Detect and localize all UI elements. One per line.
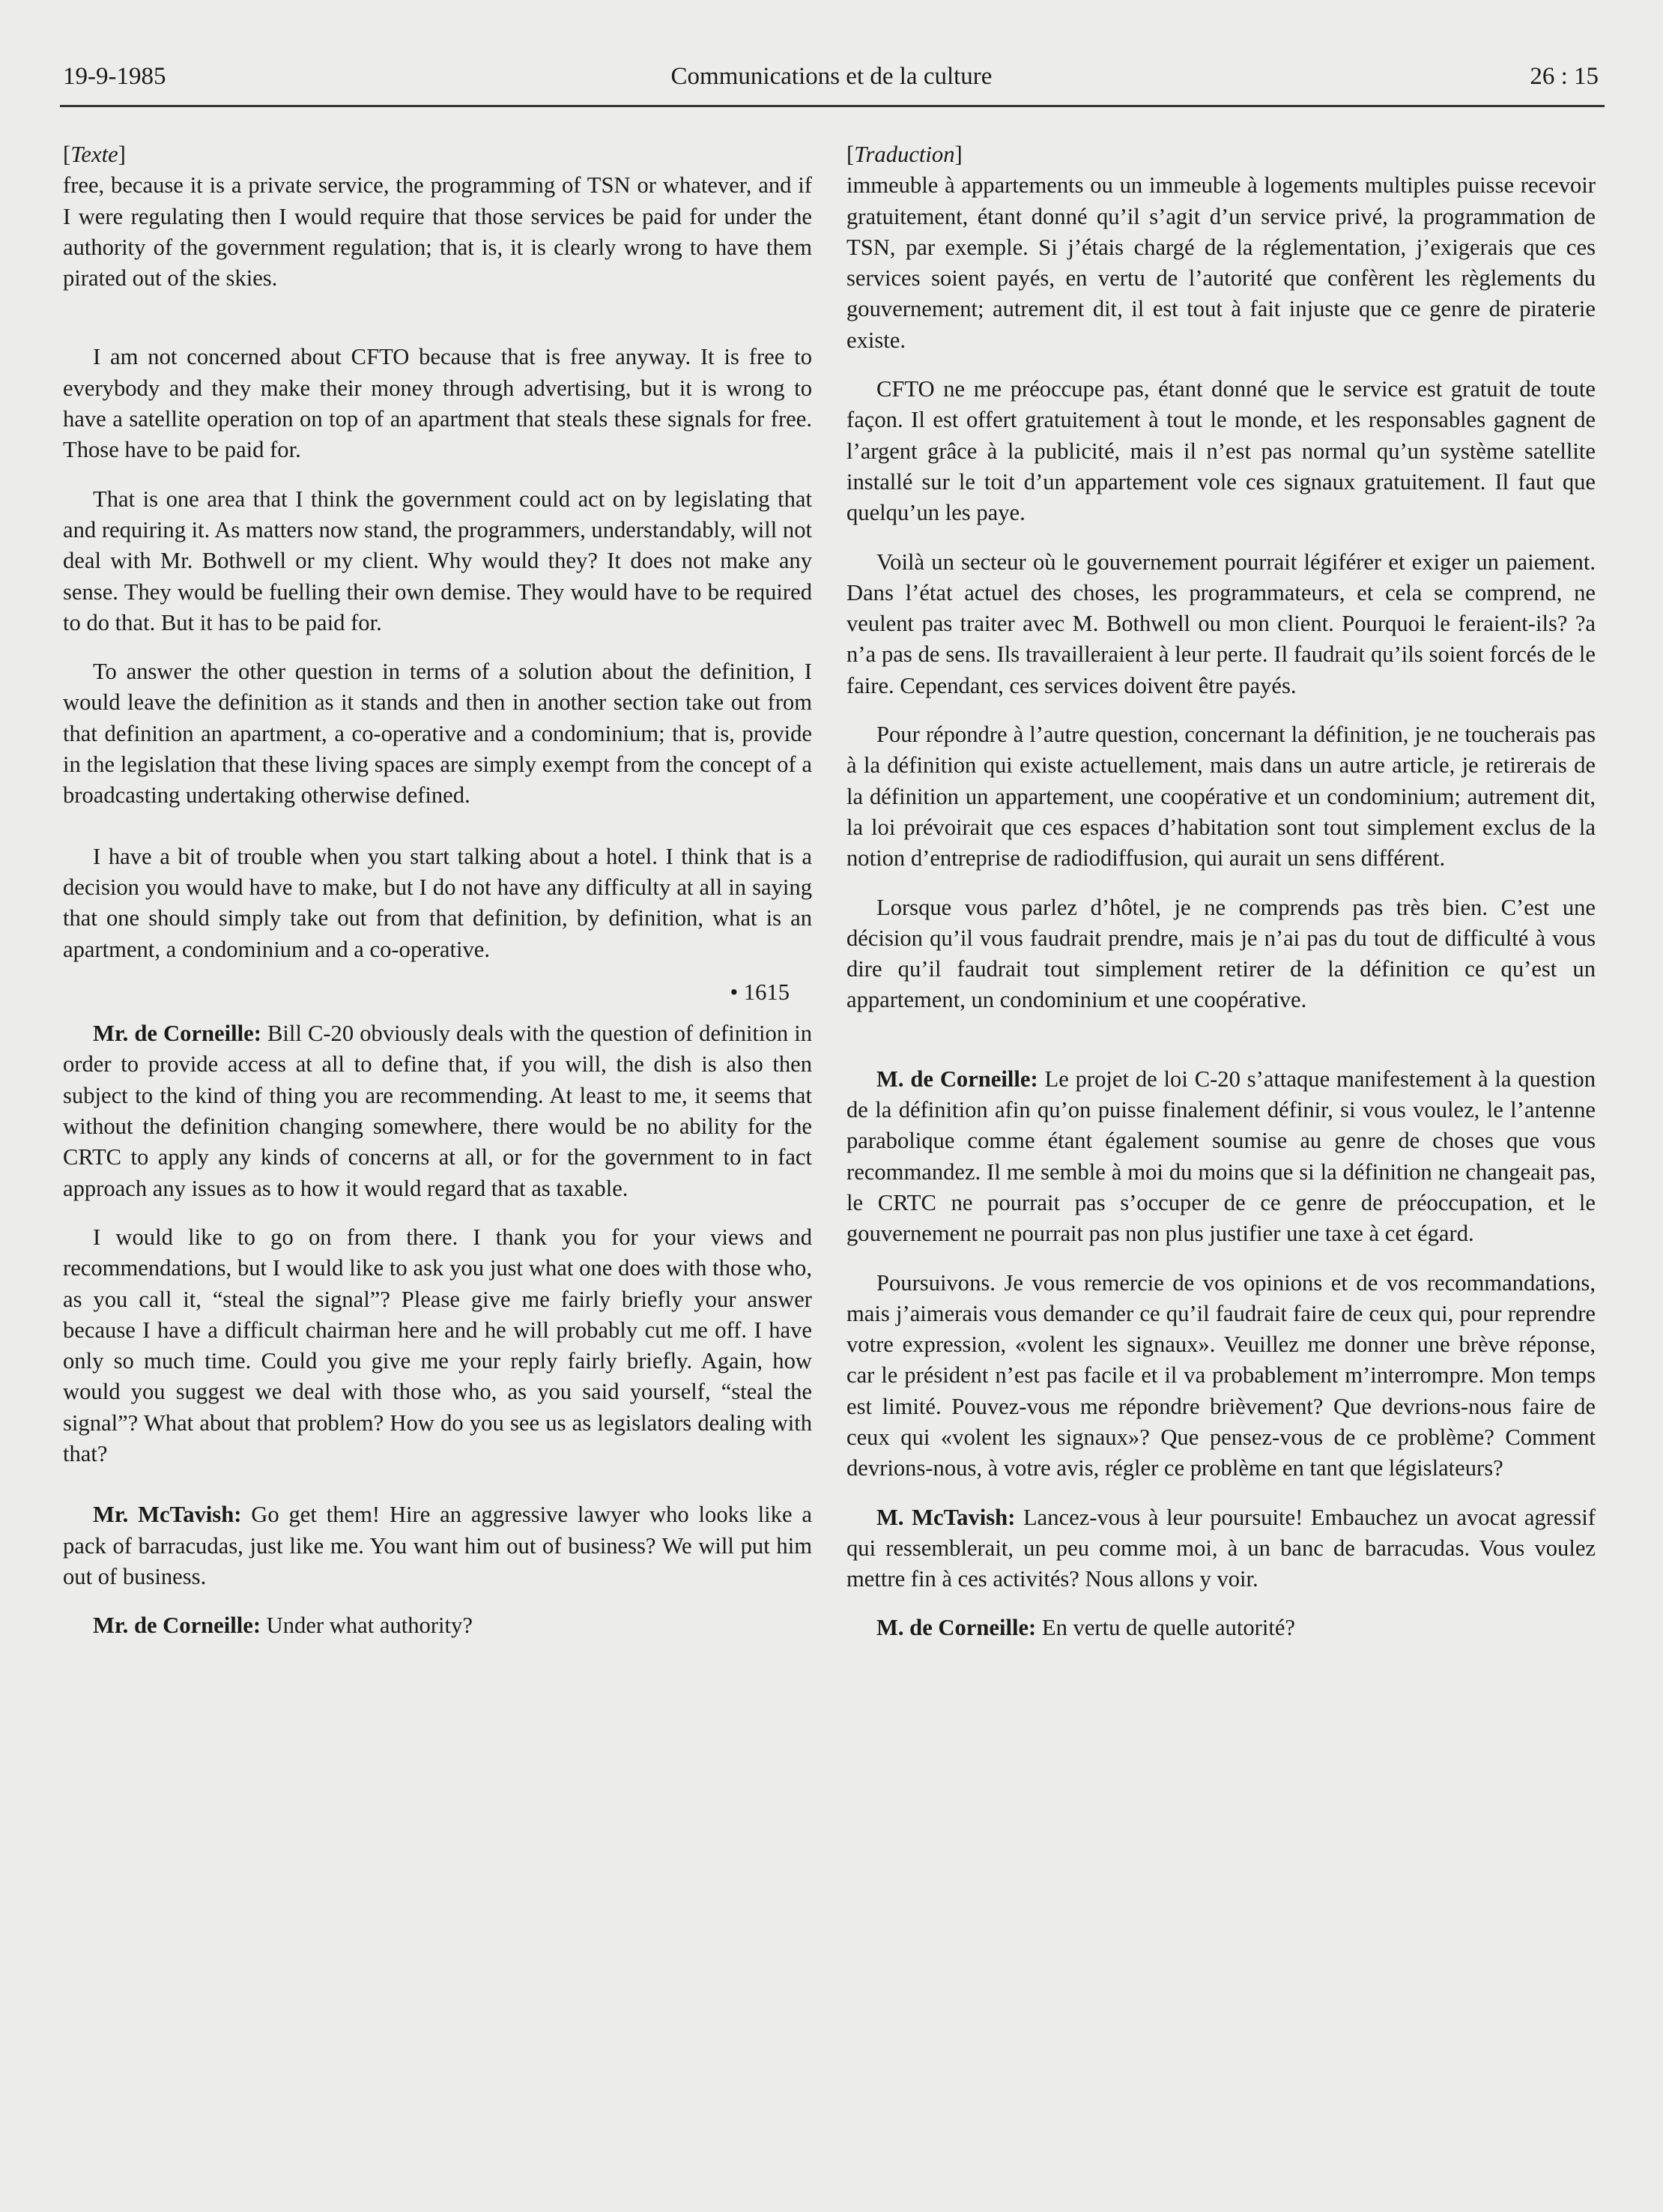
speaker-name: M. de Corneille: [876,1066,1038,1092]
speaker-name: Mr. de Corneille: [93,1021,261,1047]
paragraph: Voilà un secteur où le gouvernement pourrait légiférer et exiger un paiement. Dans l’état actuel des choses, les programmateurs, et cela se comprend, ne veulent pas traiter avec M. Bothwell ou mon client. Pourquoi le feraient-ils? ?a n’a pas de sens. Ils travailleraient à leur perte. Il faudrait qu’ils soient forcés de le faire. Cependant, ces services doivent être payés. [846,549,1596,698]
paragraph: Lorsque vous parlez d’hôtel, je ne comprends pas très bien. C’est une décision qu’il vous faudrait prendre, mais je n’ai pas du tout de difficulté à vous dire qu’il faudrait tout simplement retirer de la définition ce qu’est un appartement, un condominium et une coopérative. [846,894,1596,1013]
column-label: [Texte] [63,142,126,167]
paragraph: To answer the other question in terms of a solution about the definition, I would leave the definition as it stands and then in another section take out from that definition an apartment, a co-operative and a condominium; that is, provide in the legislation that these living spaces are simply exempt from the concept of a broadcasting undertaking otherwise defined. [63,659,812,809]
speaker-paragraph [63,1499,812,1592]
speaker-name: Mr. de Corneille: [93,1613,261,1639]
paragraph: I would like to go on from there. I thank you for your views and recommendations, but I would like to ask you just what one does with those who, as you call it, “steal the signal”? Please give me fairly briefly your answer because I have a difficult chairman here and he will probably cut me off. I have only so much time. Could you give me your reply fairly briefly. Again, how would you suggest we deal with those who, as you said yourself, “steal the signal”? What about that problem? How do you see us as legislators dealing with that? [63,1224,812,1466]
speaker-name: Mr. McTavish: [93,1502,242,1528]
paragraph: I have a bit of trouble when you start talking about a hotel. I think that is a decision you would have to make, but I do not have any difficulty at all in saying that one should simply take out from that definition, by definition, what is an apartment, a condominium and a co-operative. [63,843,812,962]
paragraph: immeuble à appartements ou un immeuble à logements multiples puisse recevoir gratuitement, étant donné qu’il s’agit d’un service privé, la programmation de TSN, par exemple. Si j’étais chargé de la réglementation, j’exigerais que ces services soient payés, en vertu de l’autorité que confèrent les règlements du gouvernement; autrement dit, il est tout à fait injuste que ce genre de piraterie existe. [846,172,1596,353]
column-label-text: Traduction [854,142,955,167]
speaker-paragraph [846,1502,1596,1595]
column-label-text: Texte [70,142,118,167]
paragraph: Pour répondre à l’autre question, concernant la définition, je ne toucherais pas à la définition qui existe actuellement, mais dans un autre article, je retirerais de la définition un appartement, une coopérative et un condominium; autrement dit, la loi prévoirait que ces espaces d’habitation sont tout simplement exclus de la notion d’entreprise de radiodiffusion, qui aurait un sens différent. [846,722,1596,871]
speaker-name: M. de Corneille: [876,1615,1037,1641]
speaker-paragraph [63,1018,812,1204]
speaker-paragraph [846,1064,1596,1250]
header-title: Communications et de la culture [670,63,993,90]
speech-text: Under what authority? [261,1613,473,1639]
paragraph: CFTO ne me préoccupe pas, étant donné que le service est gratuit de toute façon. Il est offert gratuitement à tout le monde, et les responsables gagnent de l’argent grâce à la publicité, mais il n’est pas normal qu’un système satellite installé sur le toit d’un appartement vole ces signaux gratuitement. Il faut que quelqu’un les paye. [846,376,1596,526]
header-rule [60,105,1605,107]
speech-text: Bill C-20 obviously deals with the question of definition in order to provide access at all to define that, if you will, the dish is also then subject to the kind of thing you are recommending. At least to me, it seems that without the definition changing somewhere, there would be no ability for the CRTC to apply any kinds of concerns at all, or for the government to in fact approach any issues as to how it would regard that as taxable. [63,1021,812,1201]
english-column [63,139,812,1641]
page-header [60,63,1603,100]
paragraph: I am not concerned about CFTO because that is free anyway. It is free to everybody and they make their money through advertising, but it is wrong to have a satellite operation on top of an apartment that steals these signals for free. Those have to be paid for. [63,344,812,463]
paragraph: That is one area that I think the government could act on by legislating that and requiring it. As matters now stand, the programmers, understandably, will not deal with Mr. Bothwell or my client. Why would they? It does not make any sense. They would be fuelling their own demise. They would have to be required to do that. But it has to be paid for. [63,486,812,635]
speech-text: Le projet de loi C-20 s’attaque manifestement à la question de la définition afin qu’on puisse finalement définir, si vous voulez, le l’antenne parabolique comme étant également soumise au genre de choses que vous recommandez. Il me semble à moi du moins que si la définition ne changeait pas, le CRTC ne pourrait pas s’occuper de ce genre de préoccupation, et le gouvernement ne pourrait pas non plus justifier une taxe à cet égard. [846,1066,1596,1247]
speaker-paragraph [846,1613,1596,1643]
french-column [846,139,1596,1644]
column-label: [Traduction] [846,142,963,167]
header-date: 19-9-1985 [63,63,166,90]
speech-text: Lancez-vous à leur poursuite! Embauchez un avocat agressif qui ressemblerait, un peu comme moi, à un banc de barracudas. Vous voulez mettre fin à ces activités? Nous allons y voir. [846,1504,1596,1592]
time-marker: • 1615 [730,979,790,1005]
speech-text: Go get them! Hire an aggressive lawyer who looks like a pack of barracudas, just like me. You want him out of business? We will put him out of business. [63,1502,812,1589]
speech-text: En vertu de quelle autorité? [1036,1615,1295,1641]
paragraph: Poursuivons. Je vous remercie de vos opinions et de vos recommandations, mais j’aimerais vous demander ce qu’il faudrait faire de ceux qui, pour reprendre votre expression, «volent les signaux». Veuillez me donner une brève réponse, car le président n’est pas facile et il va probablement m’interrompre. Mon temps est limité. Pouvez-vous me répondre brièvement? Que devrions-nous faire de ceux qui «volent les signaux»? Que pensez-vous de ce problème? Comment devrions-nous, à votre avis, régler ce problème en tant que législateurs? [846,1269,1596,1481]
speaker-paragraph [63,1610,812,1641]
header-page-number: 26 : 15 [1530,63,1599,90]
paragraph: free, because it is a private service, the programming of TSN or whatever, and if I were regulating then I would require that those services be paid for under the authority of the government regulation; that is, it is clearly wrong to have them pirated out of the skies. [63,172,812,291]
speaker-name: M. McTavish: [876,1504,1016,1530]
